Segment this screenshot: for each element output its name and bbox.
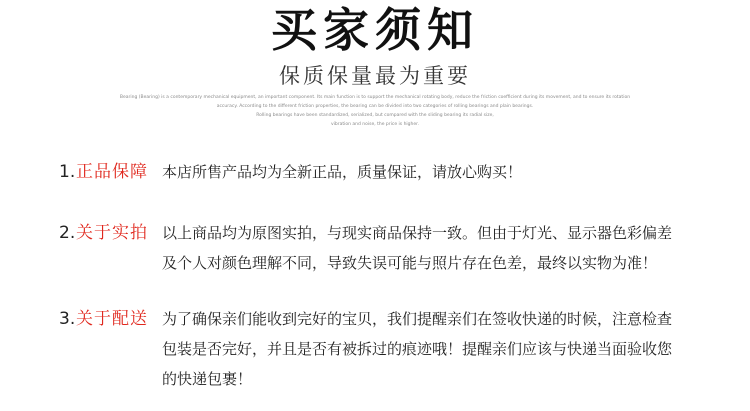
notice-label: 正品保障 — [76, 162, 148, 182]
notice-label: 关于配送 — [76, 309, 148, 329]
notice-label: 关于实拍 — [76, 223, 148, 243]
english-description — [100, 93, 650, 129]
notice-line: 为了确保亲们能收到完好的宝贝，我们提醒亲们在签收快递的时候，注意检查 — [162, 310, 673, 328]
notice-line: 的快递包裹！ — [162, 370, 253, 388]
notice-line: 以上商品均为原图实拍，与现实商品保持一致。但由于灯光、显示器色彩偏差 — [162, 224, 673, 242]
description-line: accuracy. According to the different friction properties, the bearing can be divided into two categories of rolling bearings and plain bearings. — [216, 104, 534, 109]
notice-line: 包装是否完好，并且是否有被拆过的痕迹哦！提醒亲们应该与快递当面验收您 — [162, 340, 673, 358]
notice-number: 1. — [59, 162, 76, 182]
page-subtitle: 保质保量最为重要 — [279, 64, 471, 88]
description-line: vibration and noise, the price is higher. — [330, 122, 420, 127]
notice-number: 3. — [59, 309, 76, 329]
description-line: Bearing (Bearing) is a contemporary mechanical equipment, an important component. Its main function is to support the mechanical rotating body, reduce the friction coefficient during its movement, and to ensure its rotation — [119, 95, 631, 100]
page-title: 买家须知 — [271, 3, 479, 57]
notice-number: 2. — [59, 223, 76, 243]
notice-body — [162, 304, 672, 394]
description-line: Rolling bearings have been standardized, serialized, but compared with the sliding bearing its radial size, — [256, 113, 494, 118]
notice-line: 及个人对颜色理解不同，导致失误可能与照片存在色差，最终以实物为准！ — [162, 254, 658, 272]
notice-line: 本店所售产品均为全新正品，质量保证，请放心购买！ — [162, 163, 523, 181]
notice-body — [162, 157, 522, 187]
notice-body — [162, 218, 672, 278]
